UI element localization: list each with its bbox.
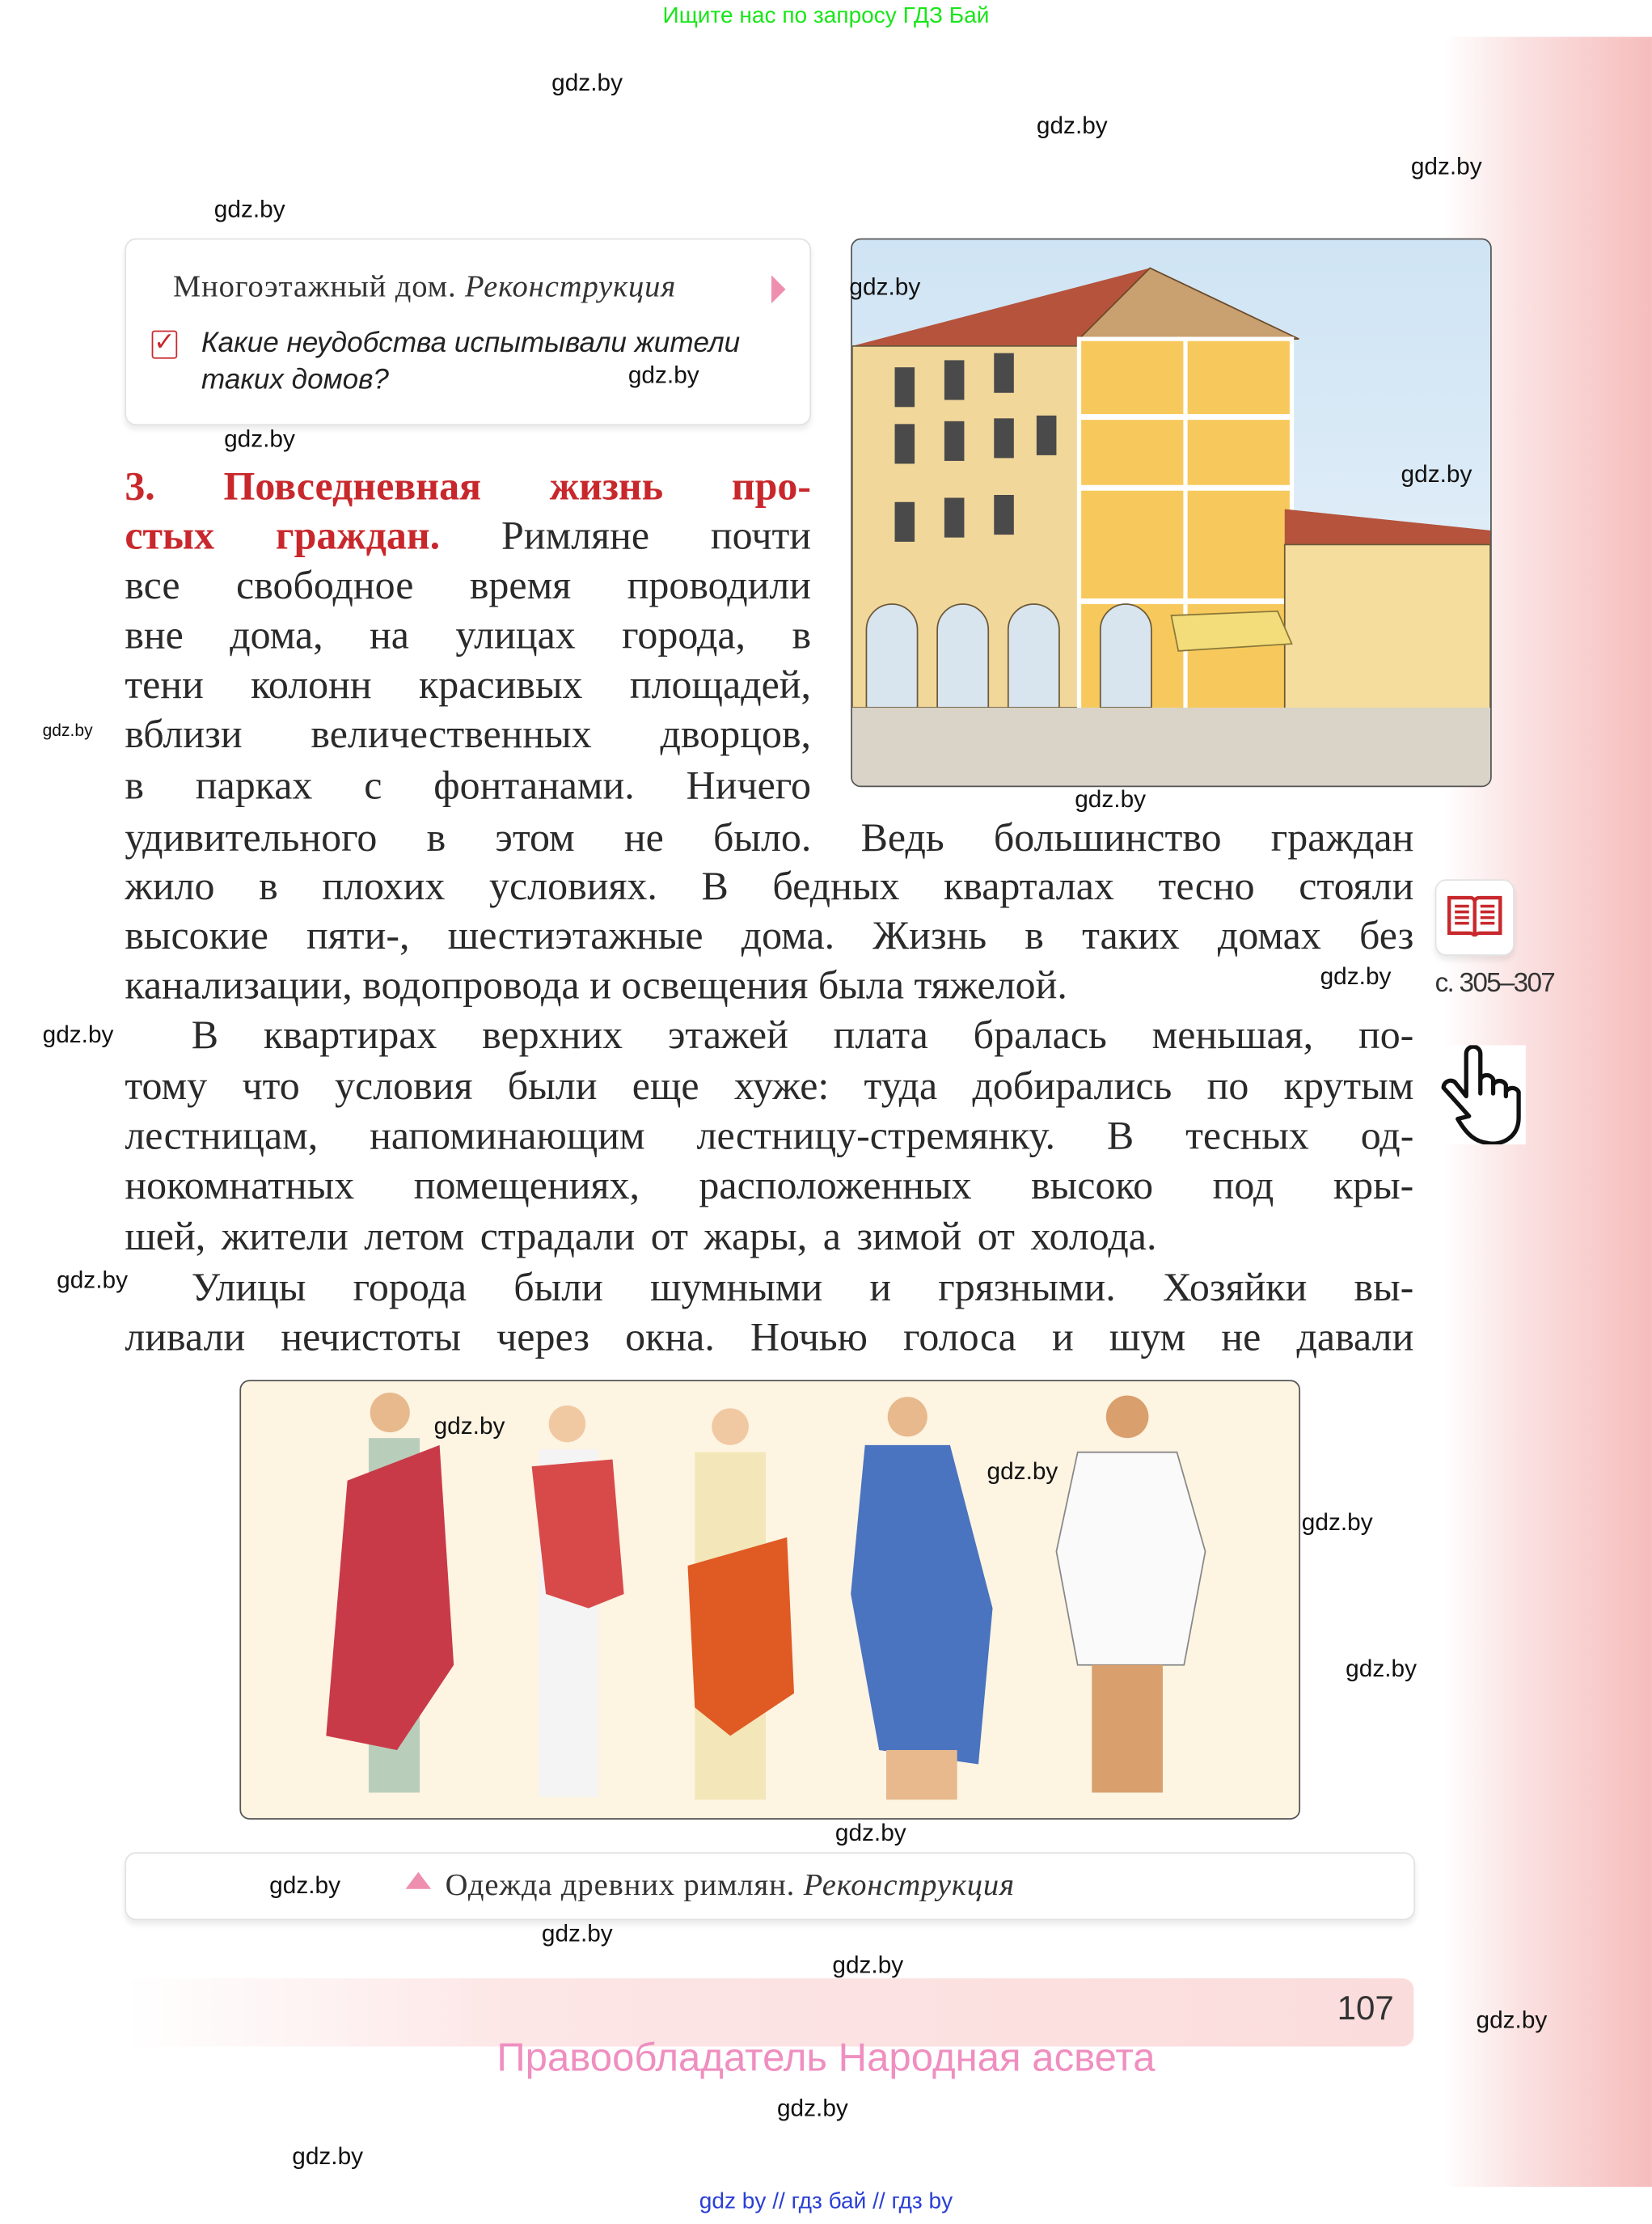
top-banner[interactable]: Ищите нас по запросу ГДЗ Бай [662,4,990,29]
text-line: В квартирах верхних этажей плата бралась меньшая, по- [191,1013,1414,1059]
text-line: высокие пяти-, шестиэтажные дома. Жизнь в таких домах без [125,915,1414,959]
watermark: gdz.by [433,1412,505,1440]
text-line: стых граждан. Римляне почти [125,514,812,559]
figure-tunic-blue [851,1397,992,1799]
figure-toga-red [326,1393,454,1793]
copyright-notice: Правообладатель Народная асвета [496,2035,1156,2079]
watermark: gdz.by [1410,153,1482,180]
pointing-hand-icon [1432,1045,1526,1144]
watermark: gdz.by [834,1819,906,1847]
text-line: все свободное время проводили [125,564,812,609]
footer-links[interactable]: gdz by // гдз бай // гдз by [699,2189,953,2214]
watermark: gdz.by [1346,1655,1418,1682]
watermark: gdz.by [832,1951,904,1979]
watermark: gdz.by [213,195,285,223]
text-line: ливали нечистоты через окна. Ночью голоса и шум не давали [125,1316,1414,1360]
watermark: gdz.by [627,362,699,389]
page-number: 107 [1337,1989,1394,2028]
book-icon [1445,892,1505,943]
watermark: gdz.by [776,2095,848,2122]
text-line: вне дома, на улицах города, в [125,614,812,658]
checkmark-icon: ✓ [152,331,178,359]
clothes-caption-title: Одежда древних римлян. Реконструкция [445,1866,1015,1902]
watermark: gdz.by [1075,785,1147,813]
watermark: gdz.by [551,69,623,97]
watermark: gdz.by [541,1920,613,1947]
house-question: Какие неудобства испытывали жители таких домов? [201,328,741,396]
text-line: нокомнатных помещениях, расположенных высоко под кры- [125,1164,1414,1209]
watermark: gdz.by [292,2142,364,2171]
house-caption-title: Многоэтажный дом. Реконструкция [172,268,677,304]
watermark: gdz.by [269,1871,341,1900]
triangle-right-icon [771,275,786,303]
text-line: в парках с фонтанами. Ничего [125,764,812,809]
text-line: шей, жители летом страдали от жары, а зимой от холода. [125,1215,1157,1260]
text-line: вблизи величественных дворцов, [125,713,812,758]
watermark: gdz.by [849,273,921,301]
figure-palla-orange [687,1408,794,1799]
figure-tunic-white [1056,1396,1205,1793]
watermark: gdz.by [1476,2006,1548,2034]
watermark: gdz.by [1301,1508,1373,1537]
reference-pages: с. 305–307 [1434,968,1555,999]
house-illustration [851,239,1492,788]
figure-stola-white [532,1406,624,1797]
watermark: gdz.by [42,720,93,741]
text-line: тени колонн красивых площадей, [125,663,812,708]
watermark: gdz.by [224,425,295,453]
text-line: Улицы города были шумными и грязными. Хозяйки вы- [191,1266,1414,1311]
text-line: жило в плохих условиях. В бедных кварталах тесно стояли [125,865,1414,910]
roman-clothing-illustration [239,1380,1300,1820]
watermark: gdz.by [1036,112,1108,139]
watermark: gdz.by [987,1457,1058,1486]
text-line: удивительного в этом не было. Ведь большинство граждан [125,817,1414,861]
section-heading-line: 3. Повседневная жизнь про- [125,465,812,509]
house-caption-box [125,239,811,425]
text-line: канализации, водопровода и освещения была тяжелой. [125,964,1067,1008]
watermark: gdz.by [1320,962,1392,991]
triangle-up-icon [406,1872,432,1889]
text-line: тому что условия были еще хуже: туда добирались по крутым [125,1064,1414,1110]
watermark: gdz.by [42,1021,114,1048]
text-line: лестницам, напоминающим лестницу-стремянку. В тесных од- [125,1114,1414,1159]
book-reference-button[interactable] [1435,879,1515,956]
watermark: gdz.by [57,1266,128,1294]
watermark: gdz.by [1401,460,1472,488]
